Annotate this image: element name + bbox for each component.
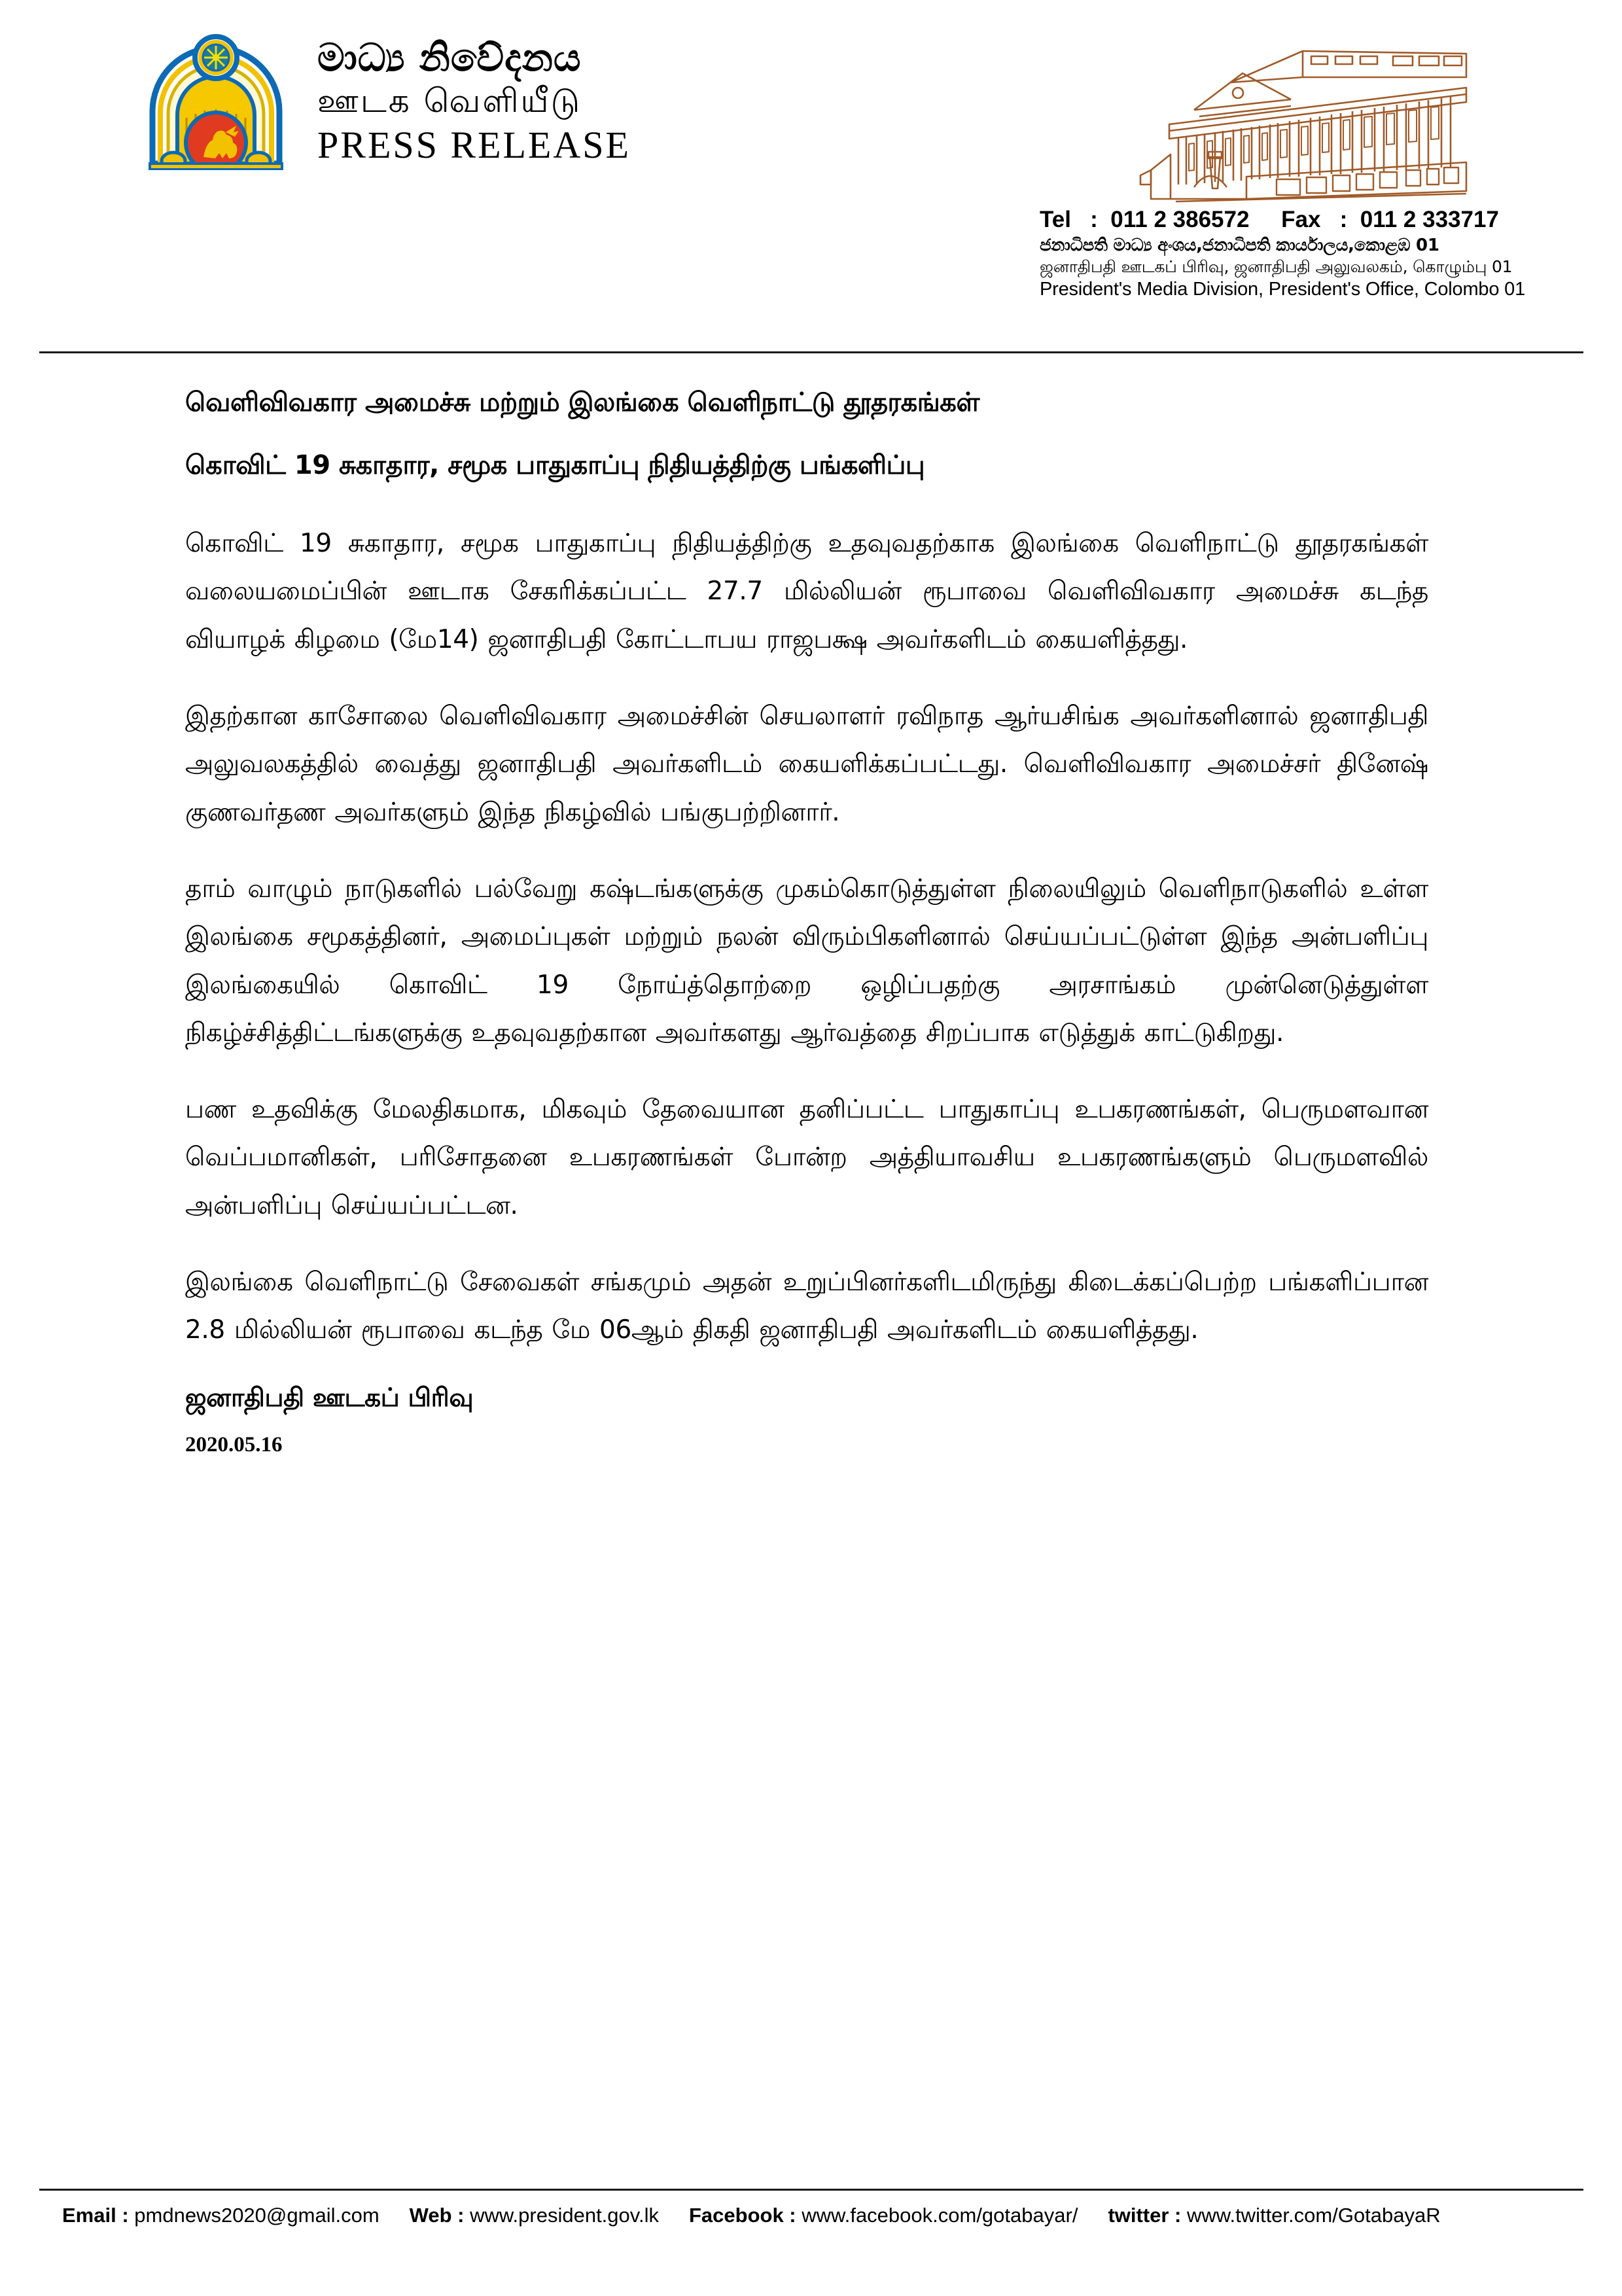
address-english: President's Media Division, President's Office, Colombo 01: [1040, 279, 1526, 300]
footer-facebook-label: Facebook :: [688, 2204, 796, 2227]
document-body: [185, 386, 1428, 1457]
tel-colon: :: [1077, 207, 1104, 232]
address-tamil: ஜனாதிபதி ஊடகப் பிரிவு, ஜனாதிபதி அலுவலகம், கொழும்பு 01: [1040, 257, 1513, 277]
signature-line: ஜனாதிபதி ஊடகப் பிரிவு: [185, 1383, 474, 1413]
body-paragraph: தாம் வாழும் நாடுகளில் பல்வேறு கஷ்டங்களுக்கு முகம்கொடுத்துள்ள நிலையிலும் வெளிநாடுகளில் உள்ள இலங்கை சமூகத்தினர், அமைப்புகள் மற்றும் நலன் விரும்பிகளினால் செய்யப்பட்டுள்ள இந்த அன்பளிப்பு இலங்கையில் கொவிட் 19 நோய்த்தொற்றை ஒழிப்பதற்கு அரசாங்கம் முன்னெடுத்துள்ள நிகழ்ச்சித்திட்டங்களுக்கு உதவுவதற்கான அவர்களது ஆர்வத்தை சிறப்பாக எடுத்துக் காட்டுகிறது.: [185, 874, 1428, 1048]
masthead-english: PRESS RELEASE: [317, 124, 631, 166]
footer-email: [62, 2204, 379, 2227]
footer-web: [410, 2204, 659, 2227]
footer-email-label: Email :: [62, 2204, 129, 2227]
masthead-tamil: ஊடக வெளியீடு: [317, 82, 582, 120]
footer-twitter: [1108, 2204, 1440, 2227]
tel-value: 011 2 386572: [1110, 207, 1250, 232]
header-contact-block: [1040, 39, 1583, 302]
footer-email-value[interactable]: pmdnews2020@gmail.com: [134, 2204, 379, 2227]
header-divider-rule: [39, 351, 1583, 353]
footer-divider-rule: [39, 2189, 1583, 2191]
footer-twitter-label: twitter :: [1108, 2204, 1182, 2227]
masthead-sinhala: මාධ්‍ය නිවේදනය: [317, 35, 582, 80]
tel-fax-gap: [1256, 207, 1275, 232]
address-sinhala: ජනාධිපති මාධ්‍ය අංශය,ජනාධිපති කාර්යාලය,කොළඹ 01: [1040, 235, 1439, 255]
footer-facebook-value[interactable]: www.facebook.com/gotabayar/: [802, 2204, 1078, 2227]
footer-web-value[interactable]: www.president.gov.lk: [470, 2204, 659, 2227]
masthead-titles: [317, 35, 631, 166]
footer-web-label: Web :: [409, 2204, 465, 2227]
body-paragraph: பண உதவிக்கு மேலதிகமாக, மிகவும் தேவையான தனிப்பட்ட பாதுகாப்பு உபகரணங்கள், பெருமளவான வெப்பமானிகள், பரிசோதனை உபகரணங்கள் போன்ற அத்தியாவசிய உபகரணங்களும் பெருமளவில் அன்பளிப்பு செய்யப்பட்டன.: [185, 1095, 1428, 1220]
page-title: வெளிவிவகார அமைச்சு மற்றும் இலங்கை வெளிநாட்டு தூதரகங்கள்: [185, 387, 979, 417]
body-paragraph: இதற்கான காசோலை வெளிவிவகார அமைச்சின் செயலாளர் ரவிநாத ஆர்யசிங்க அவர்களினால் ஜனாதிபதி அலுவலகத்தில் வைத்து ஜனாதிபதி அவர்களிடம் கையளிக்கப்பட்டது. வெளிவிவகார அமைச்சர் தினேஷ் குணவர்தண அவர்களும் இந்த நிகழ்வில் பங்குபற்றினார்.: [185, 701, 1428, 827]
document-footer: [62, 2204, 1567, 2227]
presidential-secretariat-building-icon: [1131, 39, 1472, 203]
page-subtitle: கொவிட் 19 சுகாதார, சமூக பாதுகாப்பு நிதியத்திற்கு பங்களிப்பு: [185, 450, 925, 480]
telephone-fax-line: [1040, 205, 1583, 235]
national-emblem-icon: [141, 33, 291, 170]
fax-colon: :: [1327, 207, 1354, 232]
footer-facebook: [689, 2204, 1078, 2227]
document-header: [0, 0, 1622, 353]
body-paragraph: இலங்கை வெளிநாட்டு சேவைகள் சங்கமும் அதன் உறுப்பினர்களிடமிருந்து கிடைக்கப்பெற்ற பங்களிப்பான 2.8 மில்லியன் ரூபாவை கடந்த மே 06ஆம் திகதி ஜனாதிபதி அவர்களிடம் கையளித்தது.: [185, 1267, 1428, 1345]
release-date: 2020.05.16: [185, 1432, 283, 1457]
footer-twitter-value[interactable]: www.twitter.com/GotabayaR: [1187, 2204, 1441, 2227]
header-left-block: [141, 33, 631, 170]
tel-label: Tel: [1040, 207, 1071, 232]
body-paragraph: கொவிட் 19 சுகாதார, சமூக பாதுகாப்பு நிதியத்திற்கு உதவுவதற்காக இலங்கை வெளிநாட்டு தூதரகங்கள் வலையமைப்பின் ஊடாக சேகரிக்கப்பட்ட 27.7 மில்லியன் ரூபாவை வெளிவிவகார அமைச்சு கடந்த வியாழக் கிழமை (மே14) ஜனாதிபதி கோட்டாபய ராஜபக்ஷ அவர்களிடம் கையளித்தது.: [185, 529, 1428, 654]
fax-value: 011 2 333717: [1360, 207, 1499, 232]
fax-label: Fax: [1281, 207, 1321, 232]
